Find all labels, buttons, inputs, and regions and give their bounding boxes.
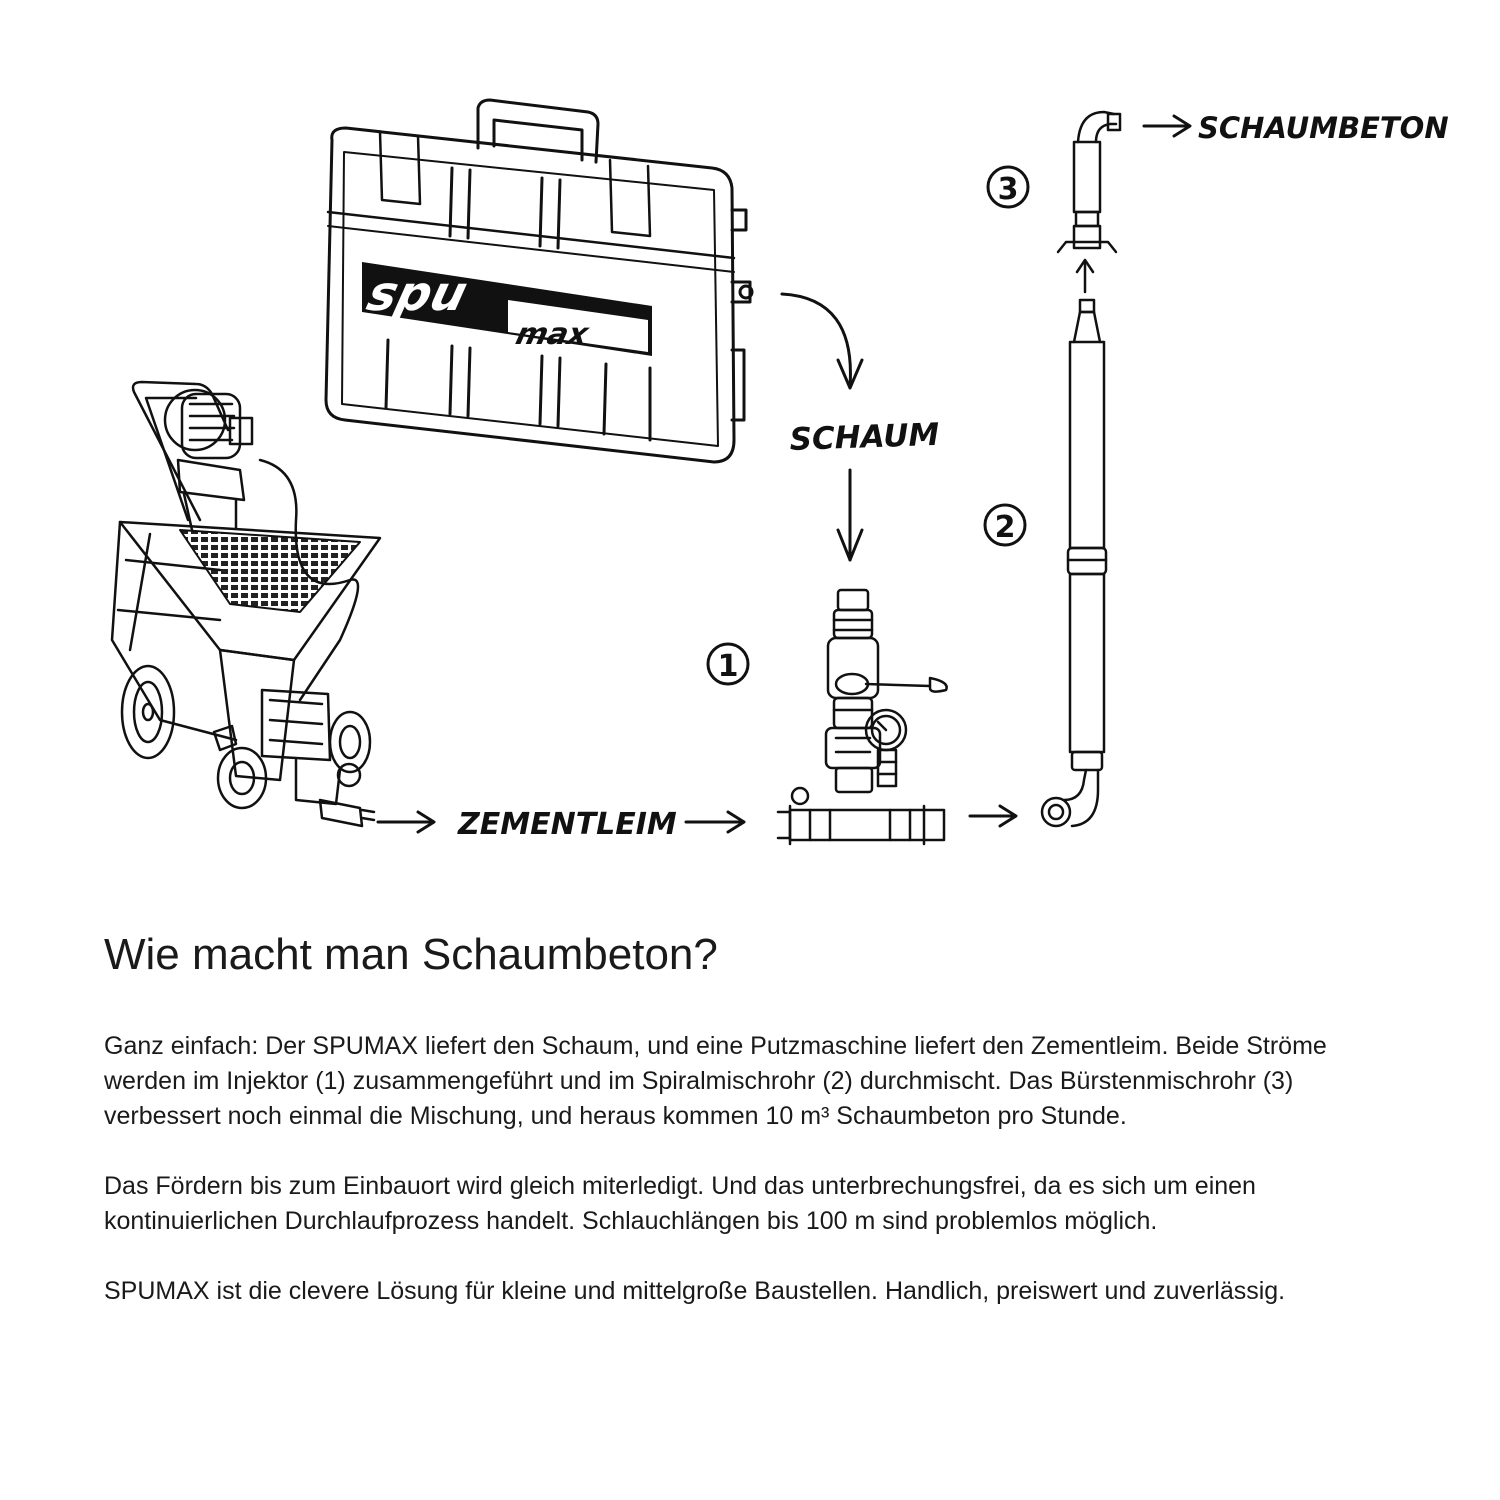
label-schaumbeton: SCHAUMBETON [1198, 111, 1449, 145]
article [104, 930, 1404, 1344]
spumax-logo [362, 262, 652, 356]
paragraph-process: Ganz einfach: Der SPUMAX liefert den Schaum, und eine Putzmaschine liefert den Zementleim. Beide Ströme werden im Injektor (1) zusammengeführt und im Spiralmischrohr (2) durchmischt. Das Bürstenmischrohr (3) verbessert noch einmal die Mischung, und heraus kommen 10 m³ Schaumbeton pro Stunde. [104, 1031, 1327, 1130]
svg-text:1: 1 [717, 649, 739, 684]
paragraph-conveying: Das Fördern bis zum Einbauort wird gleich miterledigt. Und das unterbrechungsfrei, da es sich um einen kontinuierlichen Durchlaufprozess handelt. Schlauchlängen bis 100 m sind problemlos möglich. [104, 1171, 1256, 1235]
marker-1 [708, 644, 748, 684]
flow-arrows [378, 116, 1190, 832]
label-zementleim: ZEMENTLEIM [458, 807, 677, 842]
svg-text:spu: spu [361, 266, 473, 322]
marker-3 [988, 167, 1028, 207]
marker-2 [985, 505, 1025, 545]
svg-text:max: max [512, 317, 592, 352]
svg-text:3: 3 [997, 172, 1019, 207]
label-schaum: SCHAUM [789, 416, 940, 458]
mixing-tubes-illustration [1042, 112, 1120, 826]
injector-illustration [778, 590, 947, 844]
page-title: Wie macht man Schaumbeton? [104, 930, 718, 979]
plastering-machine-illustration [112, 382, 380, 826]
paragraph-summary: SPUMAX ist die clevere Lösung für kleine und mittelgroße Baustellen. Handlich, preiswert und zuverlässig. [104, 1276, 1286, 1305]
svg-text:2: 2 [994, 510, 1016, 545]
